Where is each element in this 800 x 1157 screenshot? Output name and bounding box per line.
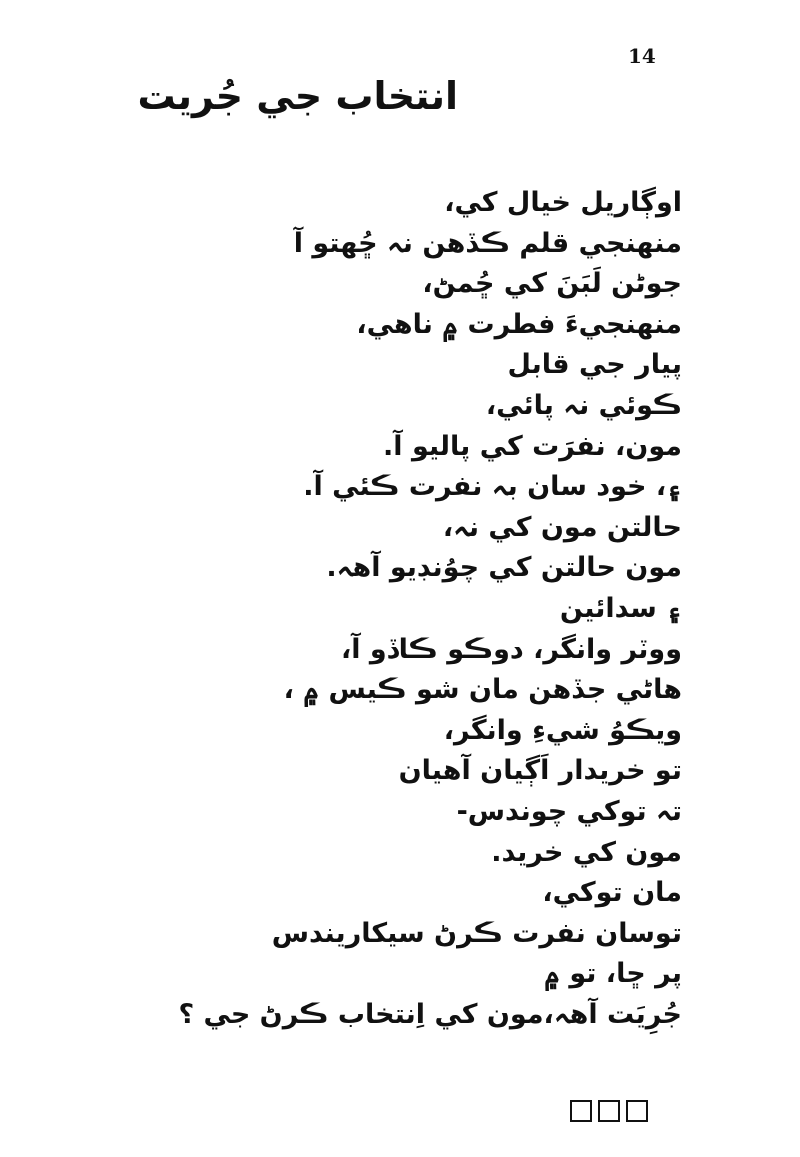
poem-line: جُرِيَت آهہ،مون کي اِنتخاب ڪرڻ جي ؟ [178,998,682,1030]
poem-line: منهنجي قلم ڪڏهن نہ ڇُهتو آ [293,227,682,259]
poem-line: اوڳاريل خيال کي، [444,187,682,218]
poem-line: پيار جي قابل [507,349,682,381]
poem-line: مون، نفرَت کي پاليو آ. [383,430,682,462]
poem-line: حالتن مون کي نہ، [442,511,682,543]
end-box-icon [570,1100,592,1122]
poem-line: هاڻي جڏهن مان شو ڪيس ۾ ، [283,674,682,706]
poem-line: مون حالتن کي چوُنڊيو آهہ. [326,552,682,584]
end-of-poem-marks [570,1100,648,1122]
poem-line: مان توکي، [542,877,682,909]
poem-line: توسان نفرت ڪرڻ سيکاريندس [271,917,682,949]
page-number: 14 [628,44,656,68]
end-box-icon [598,1100,620,1122]
poem-line: جوڻن لَبَنَ کي ڇُمڻ، [422,268,682,300]
poem-line: منهنجيءَ فطرت ۾ ناهي، [356,308,682,340]
poem-line: مون کي خريد. [491,836,682,868]
poem-line: ڪوئي نہ پائي، [485,389,682,421]
poem-line: ووٽر وانگر، دوڪو ڪاڏو آ، [340,633,682,665]
poem-line: تو خريدار اَڳيان آهيان [398,755,682,787]
end-box-icon [626,1100,648,1122]
poem-line: پر ڇا، تو ۾ [544,958,682,990]
poem-title: انتخاب جي جُريت [137,74,458,118]
poem-line: ۽، خود سان بہ نفرت ڪئي آ. [303,471,682,503]
poem-body [42,183,682,1035]
poem-line: ويڪوُ شيءِ وانگر، [443,714,682,746]
poem-line: ۽ سدائين [559,592,682,624]
poem-line: تہ توکي چوندس- [456,795,682,827]
